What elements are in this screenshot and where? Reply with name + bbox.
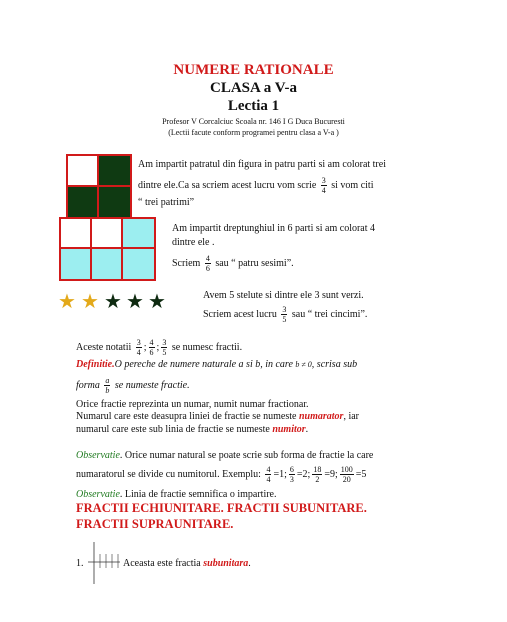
square-cell-4 [99, 187, 130, 218]
item-text-line: Aceasta este fractia subunitara. [123, 558, 251, 569]
item-number: 1. [76, 558, 84, 569]
fraction-4-6: $\frac{4}{6}$ [149, 338, 154, 357]
rect-text-2: dintre ele . [172, 237, 215, 248]
section-heading-2: FRACTII SUPRAUNITARE. [76, 517, 234, 531]
rect-cell-3 [123, 219, 154, 249]
denominator-term: numitor [272, 424, 306, 435]
definition-condition: b ≠ 0 [295, 360, 312, 369]
broken-fraction-image [86, 540, 122, 586]
numerator-term: numarator [298, 411, 344, 422]
rect-cell-4 [61, 249, 92, 279]
fraction-number-line: Orice fractie reprezinta un numar, numit numar fractionar. [76, 399, 309, 410]
green-star-icon: ★ [104, 289, 122, 313]
forma-text-a: forma [76, 379, 100, 391]
denominator-text-a: numarul care este sub linia de fractie se numeste [76, 424, 270, 435]
square-text-3: “ trei patrimi” [138, 197, 195, 208]
stars-text-2 [203, 305, 367, 324]
definition-label: Definitie. [76, 359, 115, 370]
lesson-heading: Lectia 1 [227, 98, 280, 114]
definition-text: O pereche de numere naturale a si b, in care [114, 359, 293, 370]
fraction-3-5: $\frac{3}{5}$ [162, 338, 167, 357]
example-fraction-3: $\frac{18}{2}$ [313, 465, 322, 484]
example-fraction-1: $\frac{4}{4}$ [266, 465, 271, 484]
rect-cell-5 [92, 249, 123, 279]
program-note: (Lectii facute conform programei pentru clasa a V-a ) [168, 128, 339, 137]
observation-line-2: numaratorul se divide cu numitorul. Exemplu: $\frac{4}{4}$ =1; $\frac{6}{3}$ =2; $\frac{18}{2}$ =9; $\frac{100}{20}$ =5 [76, 465, 367, 484]
observation-line-1 [76, 449, 373, 463]
class-heading: CLASA a V-a [210, 80, 297, 96]
square-text-1: Am impartit patratul din figura in patru parti si am colorat trei [138, 159, 386, 170]
numerator-text-a: Numarul care este deasupra liniei de fractie se numeste [76, 411, 297, 422]
page-title: NUMERE RATIONALE [173, 62, 334, 78]
forma-text-b: se numeste fractie. [114, 379, 190, 391]
rect-cell-2 [92, 219, 123, 249]
fraction-4-6: $\frac{4}{6}$ [205, 254, 210, 273]
author-line: Profesor V Corcalciuc Scoala nr. 146 I G Duca Bucuresti [162, 117, 345, 126]
observation-text-2: numaratorul se divide cu numitorul. Exemplu: [76, 468, 261, 480]
notation-line: Aceste notatii $\frac{3}{4}$ ; $\frac{4}{6}$ ; $\frac{3}{5}$ se numesc fractii. [76, 338, 243, 357]
numerator-line [76, 410, 359, 424]
stars-text-1: Avem 5 stelute si dintre ele 3 sunt verzi. [203, 290, 364, 301]
rect-text-3a: Scriem [172, 257, 201, 269]
observation-label-2: Observatie [76, 489, 120, 500]
fraction-3-4: $\frac{3}{4}$ [136, 338, 141, 357]
gold-star-icon: ★ [81, 289, 99, 313]
green-star-icon: ★ [148, 289, 166, 313]
fraction-a-b: $\frac{a}{b}$ [105, 376, 110, 395]
rect-text-1: Am impartit dreptunghiul in 6 parti si am colorat 4 [172, 223, 376, 234]
square-cell-3 [68, 187, 99, 218]
denominator-text-b: . [305, 424, 309, 435]
denominator-line [76, 423, 308, 437]
stars-text-2b: sau “ trei cincimi”. [291, 308, 368, 320]
rect-cell-1 [61, 219, 92, 249]
numerator-text-b: , iar [343, 411, 359, 422]
notation-text-b: se numesc fractii. [171, 341, 243, 353]
example-fraction-2: $\frac{6}{3}$ [289, 465, 294, 484]
forma-line [76, 376, 190, 395]
observation-text-1: . Orice numar natural se poate scrie sub forma de fractie la care [119, 450, 374, 461]
rectangle-figure [59, 217, 156, 281]
square-text-2 [138, 176, 374, 195]
definition-text-2: , scrisa sub [311, 359, 358, 370]
square-cell-2 [99, 156, 130, 187]
square-text-2a: dintre ele.Ca sa scriem acest lucru vom scrie [138, 179, 317, 191]
fraction-3-4: $\frac{3}{4}$ [321, 176, 326, 195]
section-heading-1: FRACTII ECHIUNITARE. FRACTII SUBUNITARE. [76, 501, 367, 515]
green-star-icon: ★ [126, 289, 144, 313]
square-text-2b: si vom citi [331, 179, 374, 191]
gold-star-icon: ★ [58, 289, 76, 313]
stars-text-2a: Scriem acest lucru [203, 308, 277, 320]
rect-cell-6 [123, 249, 154, 279]
square-figure [66, 154, 132, 220]
definition-line [76, 358, 357, 372]
fraction-3-5: $\frac{3}{5}$ [282, 305, 287, 324]
item-text: Aceasta este fractia [123, 558, 201, 569]
rect-text-3b: sau “ patru sesimi”. [215, 257, 294, 269]
rect-text-3 [172, 254, 294, 273]
observation-text-3: . Linia de fractie semnifica o impartire. [119, 489, 277, 500]
notation-text-a: Aceste notatii [76, 341, 132, 353]
subunitara-term: subunitara [203, 558, 249, 569]
observation-label: Observatie [76, 450, 120, 461]
example-fraction-4: $\frac{100}{20}$ [340, 465, 353, 484]
square-cell-1 [68, 156, 99, 187]
